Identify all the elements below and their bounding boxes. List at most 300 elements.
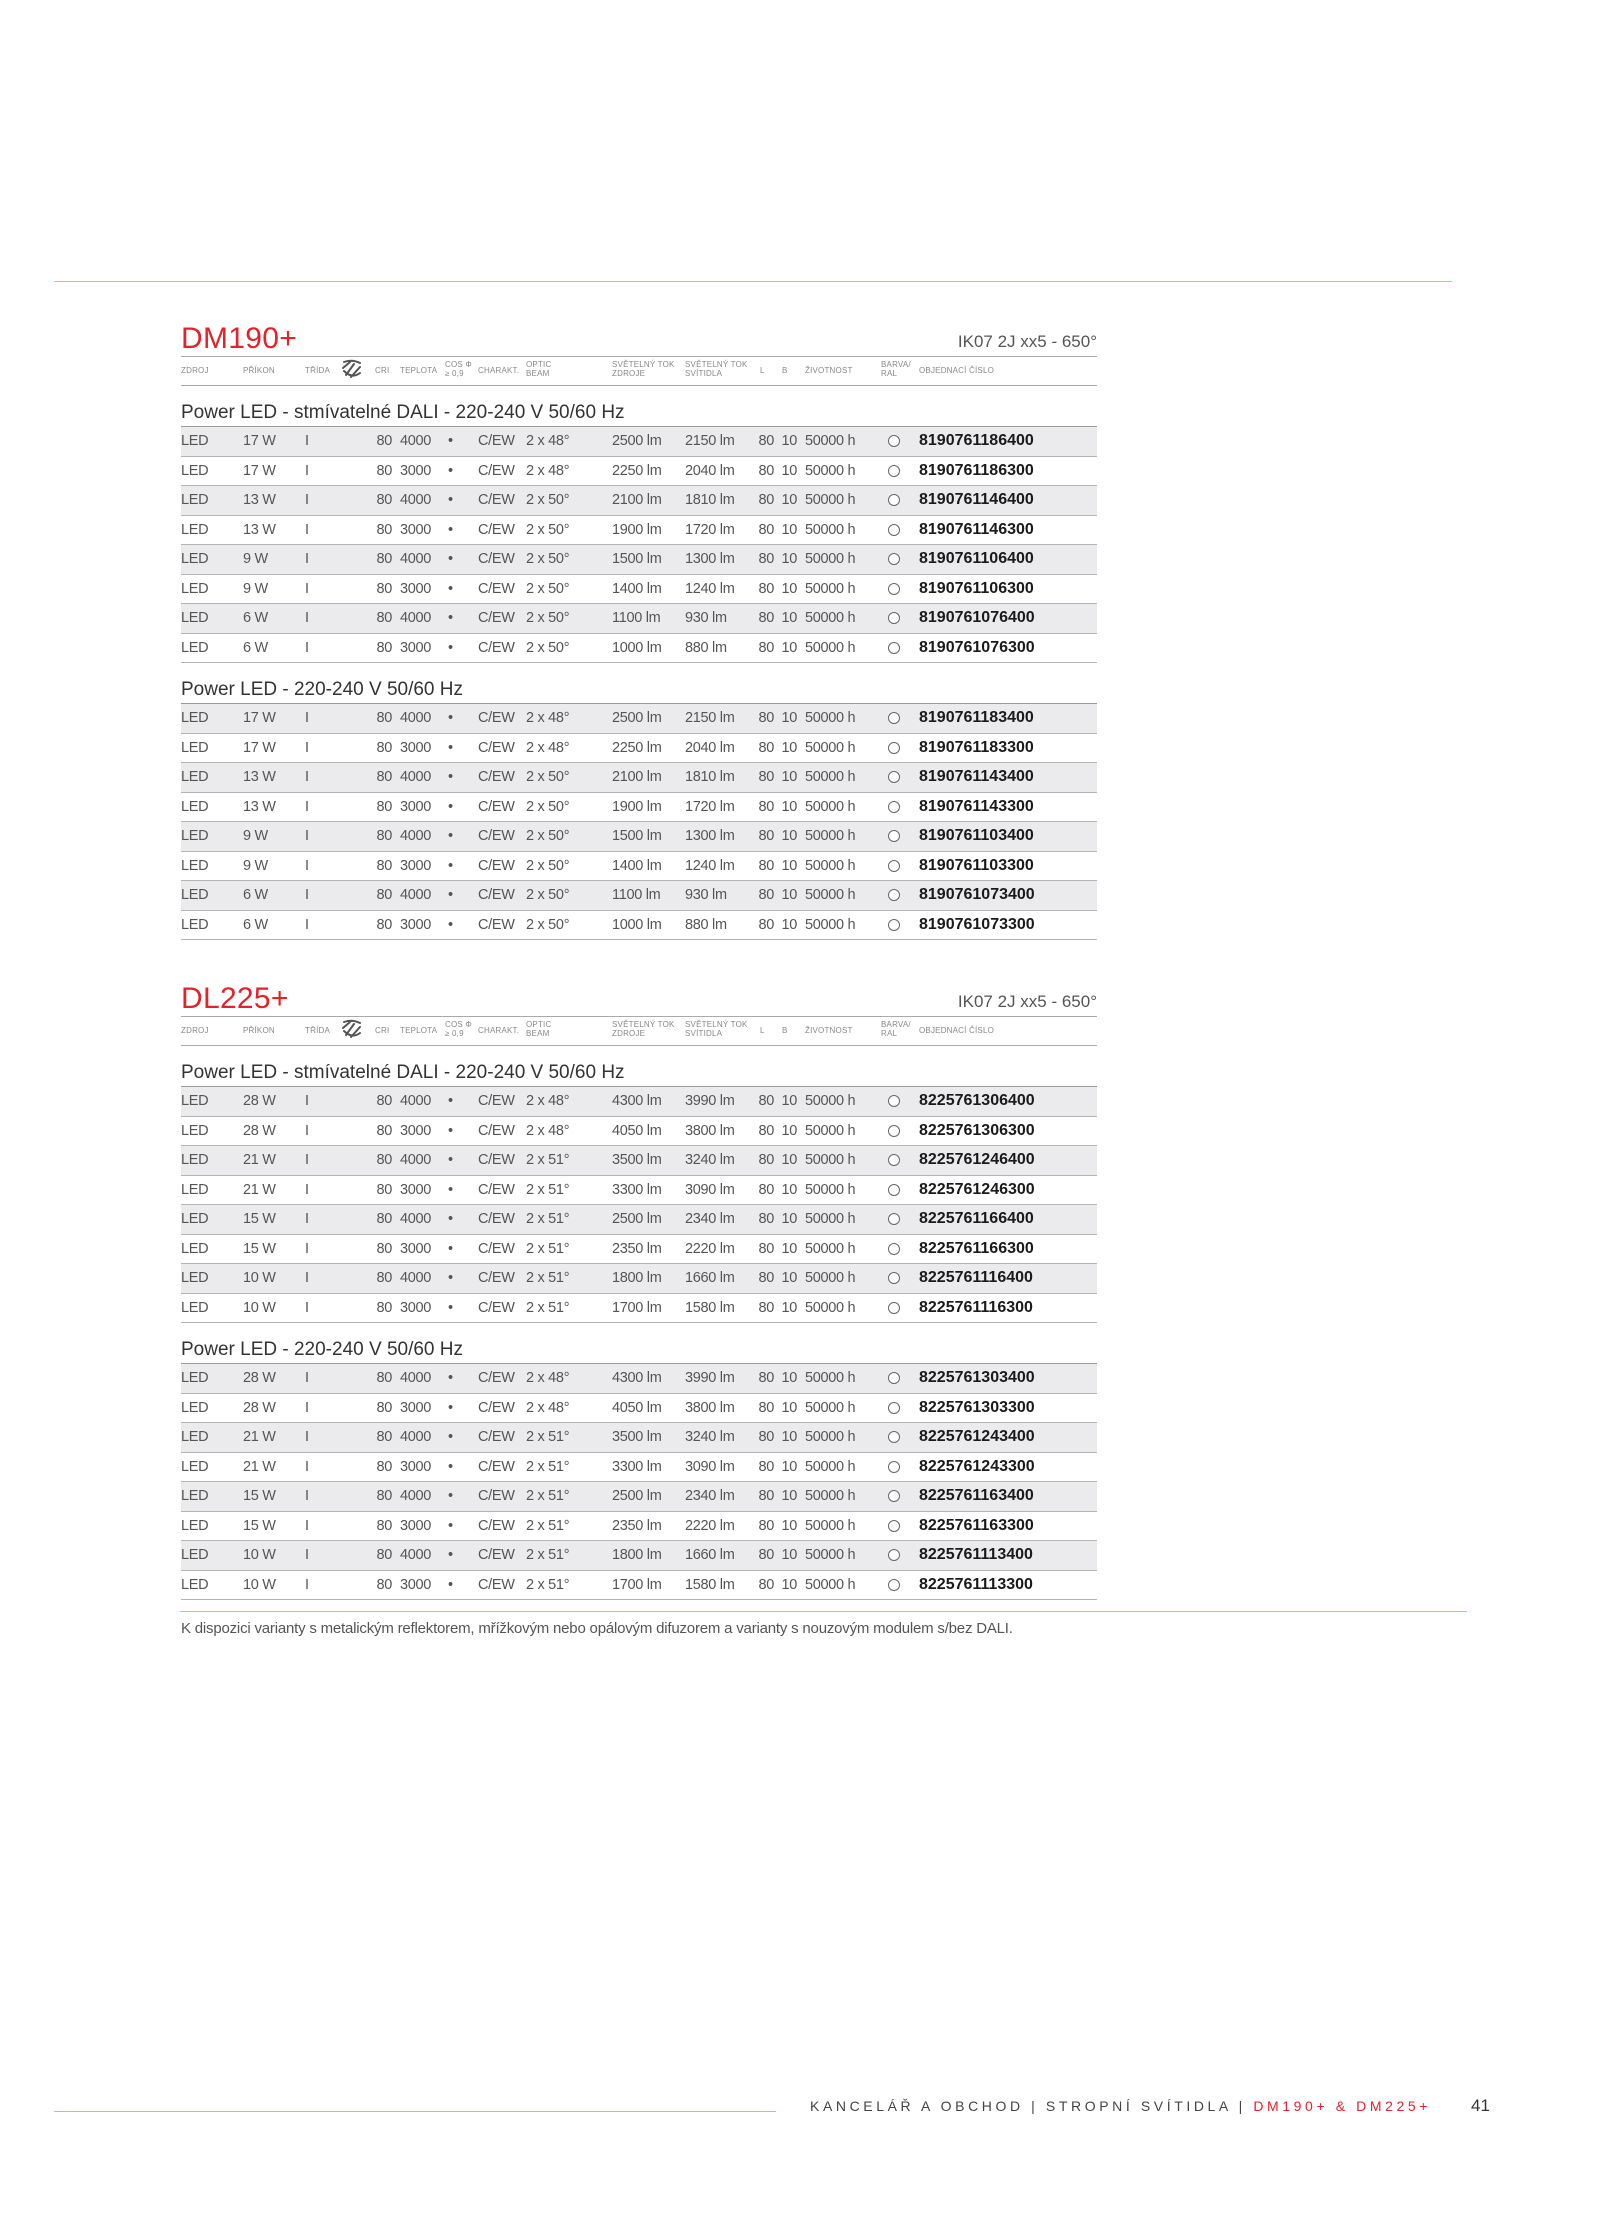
- group-title: Power LED - 220-240 V 50/60 Hz: [181, 1339, 463, 1360]
- cell-b: 10: [781, 639, 797, 656]
- cell-b: 10: [781, 1488, 797, 1504]
- group-title: Power LED - stmívatelné DALI - 220-240 V 50/60 Hz: [181, 1062, 625, 1083]
- cell-lifetime: 50000 h: [805, 1211, 856, 1227]
- cell-power: 15 W: [243, 1240, 276, 1257]
- column-header-optic-beam: OPTIC BEAM: [526, 1020, 552, 1038]
- cell-power: 21 W: [243, 1429, 276, 1445]
- table-row: [181, 1482, 1097, 1512]
- column-header-order-number: OBJEDNACÍ ČÍSLO: [919, 366, 995, 375]
- cell-class: I: [305, 1547, 309, 1563]
- cell-class: I: [305, 1429, 309, 1445]
- cell-source-flux: 3500 lm: [612, 1152, 662, 1168]
- cell-source-flux: 1500 lm: [612, 551, 662, 567]
- cell-cos-phi: •: [448, 1429, 453, 1445]
- cell-source-flux: 4050 lm: [612, 1122, 662, 1139]
- cell-b: 10: [781, 1122, 797, 1139]
- colour-circle-icon: [888, 801, 900, 813]
- cell-source: LED: [181, 462, 209, 479]
- cell-order-number: 8225761116300: [919, 1298, 1033, 1316]
- cell-power: 13 W: [243, 798, 276, 815]
- column-header-source-flux: SVĚTELNÝ TOK ZDROJE: [612, 360, 675, 378]
- column-header-source-flux: SVĚTELNÝ TOK ZDROJE: [612, 1020, 675, 1038]
- column-header-temperature: TEPLOTA: [400, 1026, 438, 1035]
- table-row: [181, 1571, 1097, 1601]
- cell-luminaire-flux: 3800 lm: [685, 1399, 735, 1416]
- cell-cri: 80: [376, 916, 392, 933]
- column-header-class: TŘÍDA: [305, 1026, 330, 1035]
- table-row: [181, 852, 1097, 882]
- cell-characteristic: C/EW: [478, 1152, 515, 1168]
- cell-luminaire-flux: 1660 lm: [685, 1270, 735, 1286]
- product-title: DM190+: [181, 322, 298, 355]
- cell-cri: 80: [376, 1181, 392, 1198]
- cell-b: 10: [781, 1093, 797, 1109]
- cell-characteristic: C/EW: [478, 887, 515, 903]
- cell-l: 80: [758, 1122, 774, 1139]
- cell-cri: 80: [376, 1152, 392, 1168]
- cell-source: LED: [181, 1488, 209, 1504]
- cell-optic-beam: 2 x 50°: [526, 828, 570, 844]
- colour-circle-icon: [888, 1154, 900, 1166]
- cell-cri: 80: [376, 1270, 392, 1286]
- cell-lifetime: 50000 h: [805, 1547, 856, 1563]
- cell-order-number: 8190761103400: [919, 827, 1034, 844]
- colour-circle-icon: [888, 1184, 900, 1196]
- cell-source-flux: 2500 lm: [612, 433, 662, 449]
- cell-characteristic: C/EW: [478, 1181, 515, 1198]
- column-header-luminaire-flux: SVĚTELNÝ TOK SVÍTIDLA: [685, 360, 748, 378]
- cell-source-flux: 4050 lm: [612, 1399, 662, 1416]
- cell-source: LED: [181, 551, 209, 567]
- table-row: [181, 911, 1097, 941]
- cell-source-flux: 1000 lm: [612, 639, 662, 656]
- cell-source-flux: 1000 lm: [612, 916, 662, 933]
- cell-source: LED: [181, 639, 209, 656]
- cell-characteristic: C/EW: [478, 1270, 515, 1286]
- cell-characteristic: C/EW: [478, 1517, 515, 1534]
- cell-luminaire-flux: 1720 lm: [685, 521, 735, 538]
- cell-b: 10: [781, 828, 797, 844]
- cell-order-number: 8190761076300: [919, 638, 1035, 656]
- cell-order-number: 8190761103300: [919, 856, 1034, 874]
- cell-cos-phi: •: [448, 462, 453, 479]
- cell-power: 6 W: [243, 916, 268, 933]
- cell-characteristic: C/EW: [478, 828, 515, 844]
- cell-source-flux: 1500 lm: [612, 828, 662, 844]
- cell-cri: 80: [376, 739, 392, 756]
- table-row: [181, 545, 1097, 575]
- cell-class: I: [305, 769, 309, 785]
- cell-order-number: 8190761183300: [919, 738, 1034, 756]
- cell-luminaire-flux: 3090 lm: [685, 1181, 735, 1198]
- cell-class: I: [305, 1240, 309, 1257]
- cell-l: 80: [758, 798, 774, 815]
- cell-temperature: 4000: [399, 1211, 431, 1227]
- cell-power: 6 W: [243, 610, 268, 626]
- cell-b: 10: [781, 433, 797, 449]
- cell-temperature: 4000: [399, 1093, 431, 1109]
- cell-power: 28 W: [243, 1370, 276, 1386]
- product-table: [181, 426, 1097, 663]
- cell-order-number: 8190761183400: [919, 709, 1034, 726]
- cell-cri: 80: [376, 887, 392, 903]
- cell-source: LED: [181, 1458, 209, 1475]
- table-row: [181, 1264, 1097, 1294]
- cell-order-number: 8225761163300: [919, 1516, 1034, 1534]
- cell-class: I: [305, 492, 309, 508]
- cell-optic-beam: 2 x 48°: [526, 1122, 570, 1139]
- cell-power: 15 W: [243, 1488, 276, 1504]
- cell-order-number: 8225761246400: [919, 1151, 1035, 1168]
- cell-power: 21 W: [243, 1152, 276, 1168]
- cell-characteristic: C/EW: [478, 1211, 515, 1227]
- colour-circle-icon: [888, 1490, 900, 1502]
- cell-cri: 80: [376, 798, 392, 815]
- cell-characteristic: C/EW: [478, 1122, 515, 1139]
- colour-circle-icon: [888, 1461, 900, 1473]
- cell-optic-beam: 2 x 51°: [526, 1152, 570, 1168]
- cell-source: LED: [181, 521, 209, 538]
- note-divider: [180, 1611, 1467, 1612]
- cell-cos-phi: •: [448, 1240, 453, 1257]
- cell-l: 80: [758, 492, 774, 508]
- cell-lifetime: 50000 h: [805, 462, 856, 479]
- cell-cri: 80: [376, 1488, 392, 1504]
- colour-circle-icon: [888, 465, 900, 477]
- column-header-cri: CRI: [375, 366, 390, 375]
- cell-cos-phi: •: [448, 710, 453, 726]
- table-row: [181, 1423, 1097, 1453]
- cell-source-flux: 1100 lm: [612, 887, 661, 903]
- cell-source: LED: [181, 1093, 209, 1109]
- cell-optic-beam: 2 x 50°: [526, 551, 570, 567]
- cell-class: I: [305, 1517, 309, 1534]
- cell-b: 10: [781, 610, 797, 626]
- colour-circle-icon: [888, 1272, 900, 1284]
- product-table: [181, 1086, 1097, 1323]
- cell-characteristic: C/EW: [478, 710, 515, 726]
- cell-characteristic: C/EW: [478, 798, 515, 815]
- cell-cos-phi: •: [448, 1152, 453, 1168]
- table-row: [181, 1364, 1097, 1394]
- cell-b: 10: [781, 1576, 797, 1593]
- cell-l: 80: [758, 580, 774, 597]
- cell-lifetime: 50000 h: [805, 551, 856, 567]
- cell-l: 80: [758, 1181, 774, 1198]
- cell-b: 10: [781, 1240, 797, 1257]
- cell-characteristic: C/EW: [478, 1240, 515, 1257]
- cell-b: 10: [781, 857, 797, 874]
- cell-class: I: [305, 462, 309, 479]
- cell-lifetime: 50000 h: [805, 1240, 856, 1257]
- cell-lifetime: 50000 h: [805, 1299, 856, 1316]
- cell-power: 21 W: [243, 1458, 276, 1475]
- group-title: Power LED - stmívatelné DALI - 220-240 V 50/60 Hz: [181, 402, 625, 423]
- cell-b: 10: [781, 1429, 797, 1445]
- cell-b: 10: [781, 1370, 797, 1386]
- cell-order-number: 8225761116400: [919, 1269, 1033, 1286]
- cell-temperature: 3000: [399, 739, 431, 756]
- cell-lifetime: 50000 h: [805, 769, 856, 785]
- table-row: [181, 1176, 1097, 1206]
- table-row: [181, 1453, 1097, 1483]
- cell-order-number: 8225761166300: [919, 1239, 1034, 1257]
- cell-l: 80: [758, 521, 774, 538]
- cell-cos-phi: •: [448, 610, 453, 626]
- cell-class: I: [305, 1399, 309, 1416]
- cell-temperature: 4000: [399, 1488, 431, 1504]
- cell-order-number: 8190761146400: [919, 491, 1034, 508]
- cell-characteristic: C/EW: [478, 610, 515, 626]
- cell-luminaire-flux: 1300 lm: [685, 828, 735, 844]
- cell-source: LED: [181, 492, 209, 508]
- cell-power: 21 W: [243, 1181, 276, 1198]
- cell-temperature: 3000: [399, 798, 431, 815]
- column-header-power: PŘÍKON: [243, 366, 275, 375]
- cell-source: LED: [181, 1122, 209, 1139]
- cell-order-number: 8190761106400: [919, 550, 1034, 567]
- cell-power: 10 W: [243, 1576, 276, 1593]
- cell-power: 17 W: [243, 710, 276, 726]
- cell-order-number: 8190761146300: [919, 520, 1034, 538]
- cell-source-flux: 2100 lm: [612, 492, 662, 508]
- cell-power: 9 W: [243, 857, 268, 874]
- cell-l: 80: [758, 769, 774, 785]
- cell-lifetime: 50000 h: [805, 1429, 856, 1445]
- cell-order-number: 8190761186400: [919, 432, 1034, 449]
- cell-cri: 80: [376, 1240, 392, 1257]
- cell-characteristic: C/EW: [478, 769, 515, 785]
- cell-characteristic: C/EW: [478, 1299, 515, 1316]
- cell-optic-beam: 2 x 48°: [526, 710, 570, 726]
- cell-luminaire-flux: 1240 lm: [685, 580, 735, 597]
- cell-temperature: 4000: [399, 433, 431, 449]
- cell-lifetime: 50000 h: [805, 492, 856, 508]
- cell-optic-beam: 2 x 48°: [526, 1370, 570, 1386]
- cell-source-flux: 2500 lm: [612, 1211, 662, 1227]
- cell-l: 80: [758, 1576, 774, 1593]
- cell-cri: 80: [376, 828, 392, 844]
- table-row: [181, 793, 1097, 823]
- cell-b: 10: [781, 1270, 797, 1286]
- cell-b: 10: [781, 1299, 797, 1316]
- cell-lifetime: 50000 h: [805, 1270, 856, 1286]
- cell-class: I: [305, 828, 309, 844]
- cell-power: 17 W: [243, 462, 276, 479]
- cell-optic-beam: 2 x 48°: [526, 739, 570, 756]
- cell-class: I: [305, 1488, 309, 1504]
- cell-power: 9 W: [243, 551, 268, 567]
- cell-optic-beam: 2 x 51°: [526, 1547, 570, 1563]
- cell-b: 10: [781, 462, 797, 479]
- cell-optic-beam: 2 x 51°: [526, 1517, 570, 1534]
- column-header-order-number: OBJEDNACÍ ČÍSLO: [919, 1026, 995, 1035]
- cell-cri: 80: [376, 610, 392, 626]
- cell-cri: 80: [376, 551, 392, 567]
- cell-cos-phi: •: [448, 769, 453, 785]
- colour-circle-icon: [888, 860, 900, 872]
- cell-temperature: 4000: [399, 1152, 431, 1168]
- cell-class: I: [305, 1370, 309, 1386]
- column-header-luminaire-flux: SVĚTELNÝ TOK SVÍTIDLA: [685, 1020, 748, 1038]
- cell-order-number: 8225761306400: [919, 1092, 1035, 1109]
- cell-source-flux: 3500 lm: [612, 1429, 662, 1445]
- cell-order-number: 8225761243400: [919, 1428, 1035, 1445]
- cell-source: LED: [181, 828, 209, 844]
- cell-optic-beam: 2 x 50°: [526, 521, 570, 538]
- colour-circle-icon: [888, 1402, 900, 1414]
- product-spec: IK07 2J xx5 - 650°: [957, 332, 1097, 351]
- cell-power: 9 W: [243, 828, 268, 844]
- column-header-row: [181, 356, 1097, 386]
- cell-order-number: 8225761163400: [919, 1487, 1034, 1504]
- cell-lifetime: 50000 h: [805, 1576, 856, 1593]
- footer-breadcrumb: [810, 2098, 1431, 2114]
- section-header: [181, 978, 1097, 1014]
- cell-b: 10: [781, 1458, 797, 1475]
- cell-l: 80: [758, 828, 774, 844]
- column-header-colour: BARVA/ RAL: [881, 1020, 911, 1038]
- table-row: [181, 1235, 1097, 1265]
- enec-icon: [341, 1019, 363, 1041]
- colour-circle-icon: [888, 771, 900, 783]
- cell-power: 17 W: [243, 433, 276, 449]
- cell-lifetime: 50000 h: [805, 1399, 856, 1416]
- cell-cos-phi: •: [448, 1547, 453, 1563]
- cell-b: 10: [781, 887, 797, 903]
- cell-temperature: 3000: [399, 1240, 431, 1257]
- cell-cri: 80: [376, 580, 392, 597]
- table-row: [181, 634, 1097, 664]
- cell-l: 80: [758, 710, 774, 726]
- cell-optic-beam: 2 x 51°: [526, 1458, 570, 1475]
- cell-order-number: 8190761143400: [919, 768, 1034, 785]
- cell-source-flux: 1700 lm: [612, 1299, 662, 1316]
- cell-source-flux: 2350 lm: [612, 1517, 662, 1534]
- cell-cri: 80: [376, 1399, 392, 1416]
- cell-source: LED: [181, 1547, 209, 1563]
- cell-class: I: [305, 1152, 309, 1168]
- table-row: [181, 575, 1097, 605]
- cell-l: 80: [758, 1299, 774, 1316]
- cell-luminaire-flux: 2220 lm: [685, 1517, 735, 1534]
- cell-characteristic: C/EW: [478, 1547, 515, 1563]
- cell-lifetime: 50000 h: [805, 710, 856, 726]
- cell-source-flux: 3300 lm: [612, 1458, 662, 1475]
- cell-lifetime: 50000 h: [805, 639, 856, 656]
- cell-source: LED: [181, 1270, 209, 1286]
- cell-temperature: 3000: [399, 1576, 431, 1593]
- cell-optic-beam: 2 x 48°: [526, 1399, 570, 1416]
- cell-cos-phi: •: [448, 1458, 453, 1475]
- cell-characteristic: C/EW: [478, 433, 515, 449]
- cell-order-number: 8190761186300: [919, 461, 1034, 479]
- cell-characteristic: C/EW: [478, 551, 515, 567]
- column-header-cos-phi: COS Φ ≥ 0,9: [445, 360, 472, 378]
- table-row: [181, 604, 1097, 634]
- cell-b: 10: [781, 1211, 797, 1227]
- cell-power: 15 W: [243, 1211, 276, 1227]
- cell-temperature: 3000: [399, 1181, 431, 1198]
- cell-optic-beam: 2 x 51°: [526, 1488, 570, 1504]
- cell-source: LED: [181, 739, 209, 756]
- cell-cos-phi: •: [448, 433, 453, 449]
- cell-class: I: [305, 1211, 309, 1227]
- cell-source: LED: [181, 857, 209, 874]
- cell-power: 10 W: [243, 1299, 276, 1316]
- cell-class: I: [305, 1093, 309, 1109]
- cell-power: 10 W: [243, 1547, 276, 1563]
- cell-source-flux: 2100 lm: [612, 769, 662, 785]
- cell-luminaire-flux: 1810 lm: [685, 492, 735, 508]
- cell-source-flux: 3300 lm: [612, 1181, 662, 1198]
- cell-luminaire-flux: 3240 lm: [685, 1152, 735, 1168]
- cell-temperature: 4000: [399, 828, 431, 844]
- cell-luminaire-flux: 1580 lm: [685, 1299, 735, 1316]
- cell-optic-beam: 2 x 50°: [526, 610, 570, 626]
- cell-temperature: 4000: [399, 551, 431, 567]
- cell-source: LED: [181, 1399, 209, 1416]
- cell-lifetime: 50000 h: [805, 887, 856, 903]
- cell-source: LED: [181, 580, 209, 597]
- cell-l: 80: [758, 857, 774, 874]
- column-header-l: L: [760, 366, 765, 375]
- cell-characteristic: C/EW: [478, 1370, 515, 1386]
- cell-optic-beam: 2 x 51°: [526, 1240, 570, 1257]
- cell-temperature: 3000: [399, 521, 431, 538]
- colour-circle-icon: [888, 1095, 900, 1107]
- cell-source-flux: 1400 lm: [612, 857, 662, 874]
- colour-circle-icon: [888, 1125, 900, 1137]
- cell-b: 10: [781, 580, 797, 597]
- cell-source: LED: [181, 1181, 209, 1198]
- table-row: [181, 1117, 1097, 1147]
- cell-temperature: 4000: [399, 492, 431, 508]
- table-row: [181, 734, 1097, 764]
- cell-lifetime: 50000 h: [805, 1181, 856, 1198]
- cell-lifetime: 50000 h: [805, 1488, 856, 1504]
- cell-order-number: 8225761303300: [919, 1398, 1035, 1416]
- cell-cos-phi: •: [448, 887, 453, 903]
- footer-product: DM190+ & DM225+: [1253, 2098, 1432, 2114]
- top-divider: [54, 281, 1452, 282]
- product-section-dm190: [181, 318, 1097, 940]
- cell-luminaire-flux: 2150 lm: [685, 710, 735, 726]
- cell-b: 10: [781, 492, 797, 508]
- cell-characteristic: C/EW: [478, 492, 515, 508]
- cell-cri: 80: [376, 639, 392, 656]
- cell-b: 10: [781, 1181, 797, 1198]
- cell-class: I: [305, 1122, 309, 1139]
- cell-source-flux: 1800 lm: [612, 1547, 662, 1563]
- cell-l: 80: [758, 462, 774, 479]
- cell-power: 17 W: [243, 739, 276, 756]
- cell-cos-phi: •: [448, 1488, 453, 1504]
- column-header-class: TŘÍDA: [305, 366, 330, 375]
- cell-cos-phi: •: [448, 857, 453, 874]
- colour-circle-icon: [888, 1243, 900, 1255]
- column-header-characteristic: CHARAKT.: [478, 366, 520, 375]
- cell-temperature: 4000: [399, 610, 431, 626]
- cell-luminaire-flux: 3990 lm: [685, 1370, 735, 1386]
- cell-cos-phi: •: [448, 798, 453, 815]
- cell-characteristic: C/EW: [478, 739, 515, 756]
- cell-cri: 80: [376, 521, 392, 538]
- column-header-lifetime: ŽIVOTNOST: [805, 1026, 853, 1035]
- cell-temperature: 3000: [399, 639, 431, 656]
- colour-circle-icon: [888, 742, 900, 754]
- colour-circle-icon: [888, 919, 900, 931]
